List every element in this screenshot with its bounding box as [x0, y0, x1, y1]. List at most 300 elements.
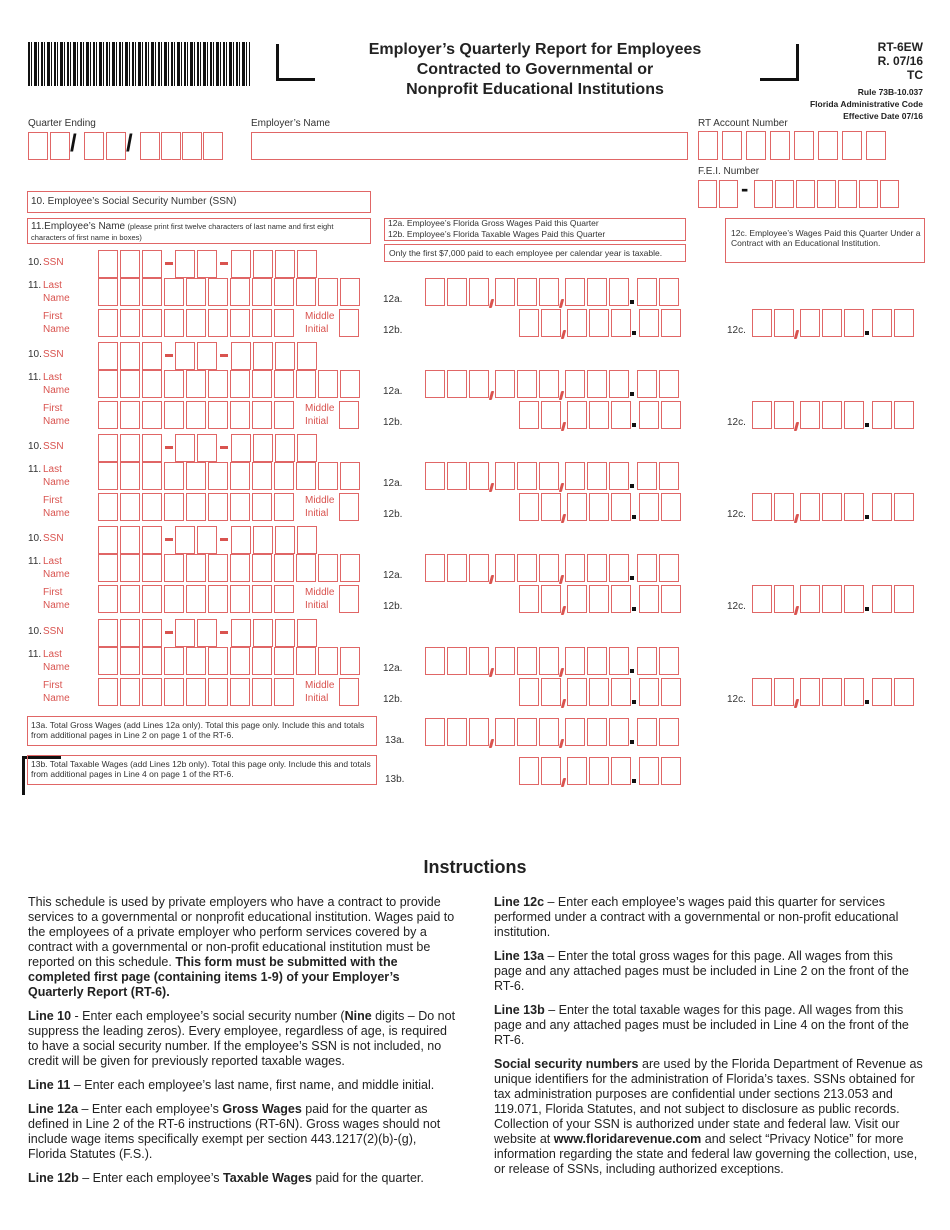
last-name-box[interactable]	[208, 647, 228, 675]
total-gross-box[interactable]	[469, 718, 489, 746]
first-name-box[interactable]	[252, 678, 272, 706]
contract-wage-box[interactable]	[872, 309, 892, 337]
quarter-year-box[interactable]	[140, 132, 160, 160]
ssn-box[interactable]	[175, 250, 195, 278]
last-name-box[interactable]	[164, 370, 184, 398]
middle-initial-box[interactable]	[339, 585, 359, 613]
gross-wage-box[interactable]	[539, 370, 559, 398]
gross-wage-box[interactable]	[587, 647, 607, 675]
quarter-year-box[interactable]	[203, 132, 223, 160]
first-name-box[interactable]	[98, 678, 118, 706]
ssn-box[interactable]	[120, 342, 140, 370]
contract-wage-box[interactable]	[872, 493, 892, 521]
last-name-box[interactable]	[252, 647, 272, 675]
first-name-box[interactable]	[120, 678, 140, 706]
gross-wage-box[interactable]	[565, 462, 585, 490]
rt-account-box[interactable]	[698, 131, 718, 160]
total-gross-box[interactable]	[637, 718, 657, 746]
gross-wage-box[interactable]	[659, 462, 679, 490]
first-name-box[interactable]	[142, 401, 162, 429]
first-name-box[interactable]	[120, 309, 140, 337]
taxable-wage-box[interactable]	[519, 585, 539, 613]
taxable-wage-box[interactable]	[639, 401, 659, 429]
first-name-box[interactable]	[164, 401, 184, 429]
gross-wage-box[interactable]	[447, 554, 467, 582]
contract-wage-box[interactable]	[894, 493, 914, 521]
first-name-box[interactable]	[252, 585, 272, 613]
first-name-box[interactable]	[230, 309, 250, 337]
ssn-box[interactable]	[197, 342, 217, 370]
last-name-box[interactable]	[318, 462, 338, 490]
gross-wage-box[interactable]	[495, 278, 515, 306]
first-name-box[interactable]	[208, 585, 228, 613]
taxable-wage-box[interactable]	[589, 493, 609, 521]
last-name-box[interactable]	[98, 462, 118, 490]
first-name-box[interactable]	[230, 585, 250, 613]
first-name-box[interactable]	[230, 401, 250, 429]
last-name-box[interactable]	[142, 278, 162, 306]
total-gross-box[interactable]	[539, 718, 559, 746]
gross-wage-box[interactable]	[469, 554, 489, 582]
gross-wage-box[interactable]	[587, 370, 607, 398]
contract-wage-box[interactable]	[894, 585, 914, 613]
fei-box[interactable]	[880, 180, 899, 208]
first-name-box[interactable]	[142, 309, 162, 337]
ssn-box[interactable]	[175, 434, 195, 462]
first-name-box[interactable]	[208, 401, 228, 429]
ssn-box[interactable]	[175, 619, 195, 647]
ssn-box[interactable]	[297, 619, 317, 647]
middle-initial-box[interactable]	[339, 493, 359, 521]
contract-wage-box[interactable]	[800, 401, 820, 429]
gross-wage-box[interactable]	[609, 278, 629, 306]
ssn-box[interactable]	[231, 342, 251, 370]
gross-wage-box[interactable]	[539, 554, 559, 582]
ssn-box[interactable]	[253, 619, 273, 647]
first-name-box[interactable]	[252, 401, 272, 429]
middle-initial-box[interactable]	[339, 401, 359, 429]
rt-account-box[interactable]	[866, 131, 886, 160]
gross-wage-box[interactable]	[637, 462, 657, 490]
gross-wage-box[interactable]	[539, 462, 559, 490]
ssn-box[interactable]	[231, 619, 251, 647]
ssn-box[interactable]	[175, 342, 195, 370]
total-taxable-box[interactable]	[519, 757, 539, 785]
taxable-wage-box[interactable]	[639, 678, 659, 706]
last-name-box[interactable]	[340, 647, 360, 675]
quarter-day-box[interactable]	[106, 132, 126, 160]
last-name-box[interactable]	[98, 647, 118, 675]
last-name-box[interactable]	[230, 554, 250, 582]
ssn-box[interactable]	[297, 342, 317, 370]
ssn-box[interactable]	[142, 619, 162, 647]
contract-wage-box[interactable]	[822, 678, 842, 706]
last-name-box[interactable]	[230, 370, 250, 398]
ssn-box[interactable]	[98, 434, 118, 462]
gross-wage-box[interactable]	[587, 278, 607, 306]
first-name-box[interactable]	[186, 309, 206, 337]
fei-box[interactable]	[775, 180, 794, 208]
ssn-box[interactable]	[120, 250, 140, 278]
ssn-box[interactable]	[275, 434, 295, 462]
rt-account-box[interactable]	[770, 131, 790, 160]
last-name-box[interactable]	[252, 462, 272, 490]
contract-wage-box[interactable]	[752, 678, 772, 706]
taxable-wage-box[interactable]	[611, 585, 631, 613]
last-name-box[interactable]	[98, 278, 118, 306]
last-name-box[interactable]	[274, 554, 294, 582]
taxable-wage-box[interactable]	[661, 678, 681, 706]
first-name-box[interactable]	[98, 401, 118, 429]
contract-wage-box[interactable]	[800, 493, 820, 521]
taxable-wage-box[interactable]	[611, 309, 631, 337]
taxable-wage-box[interactable]	[519, 309, 539, 337]
middle-initial-box[interactable]	[339, 309, 359, 337]
quarter-year-box[interactable]	[161, 132, 181, 160]
ssn-box[interactable]	[253, 526, 273, 554]
contract-wage-box[interactable]	[774, 401, 794, 429]
ssn-box[interactable]	[120, 526, 140, 554]
rt-account-box[interactable]	[722, 131, 742, 160]
contract-wage-box[interactable]	[844, 401, 864, 429]
contract-wage-box[interactable]	[800, 678, 820, 706]
quarter-month-box[interactable]	[28, 132, 48, 160]
first-name-box[interactable]	[208, 678, 228, 706]
total-gross-box[interactable]	[609, 718, 629, 746]
taxable-wage-box[interactable]	[541, 585, 561, 613]
rt-account-box[interactable]	[818, 131, 838, 160]
last-name-box[interactable]	[252, 554, 272, 582]
contract-wage-box[interactable]	[872, 401, 892, 429]
gross-wage-box[interactable]	[659, 554, 679, 582]
first-name-box[interactable]	[120, 401, 140, 429]
first-name-box[interactable]	[142, 493, 162, 521]
quarter-month-box[interactable]	[50, 132, 70, 160]
gross-wage-box[interactable]	[495, 647, 515, 675]
first-name-box[interactable]	[164, 493, 184, 521]
taxable-wage-box[interactable]	[589, 678, 609, 706]
gross-wage-box[interactable]	[637, 554, 657, 582]
gross-wage-box[interactable]	[447, 370, 467, 398]
total-taxable-box[interactable]	[541, 757, 561, 785]
ssn-box[interactable]	[231, 434, 251, 462]
last-name-box[interactable]	[164, 278, 184, 306]
last-name-box[interactable]	[252, 370, 272, 398]
first-name-box[interactable]	[186, 678, 206, 706]
total-gross-box[interactable]	[447, 718, 467, 746]
gross-wage-box[interactable]	[659, 278, 679, 306]
gross-wage-box[interactable]	[637, 278, 657, 306]
taxable-wage-box[interactable]	[661, 585, 681, 613]
last-name-box[interactable]	[296, 370, 316, 398]
fei-box[interactable]	[796, 180, 815, 208]
last-name-box[interactable]	[274, 278, 294, 306]
gross-wage-box[interactable]	[587, 462, 607, 490]
ssn-box[interactable]	[297, 250, 317, 278]
total-gross-box[interactable]	[517, 718, 537, 746]
taxable-wage-box[interactable]	[541, 678, 561, 706]
total-gross-box[interactable]	[565, 718, 585, 746]
gross-wage-box[interactable]	[469, 647, 489, 675]
last-name-box[interactable]	[164, 647, 184, 675]
taxable-wage-box[interactable]	[639, 585, 659, 613]
first-name-box[interactable]	[208, 309, 228, 337]
contract-wage-box[interactable]	[822, 493, 842, 521]
ssn-box[interactable]	[253, 342, 273, 370]
last-name-box[interactable]	[208, 554, 228, 582]
last-name-box[interactable]	[252, 278, 272, 306]
gross-wage-box[interactable]	[565, 647, 585, 675]
last-name-box[interactable]	[164, 554, 184, 582]
contract-wage-box[interactable]	[774, 678, 794, 706]
total-taxable-box[interactable]	[611, 757, 631, 785]
gross-wage-box[interactable]	[565, 278, 585, 306]
taxable-wage-box[interactable]	[567, 585, 587, 613]
first-name-box[interactable]	[274, 309, 294, 337]
last-name-box[interactable]	[296, 554, 316, 582]
taxable-wage-box[interactable]	[589, 585, 609, 613]
last-name-box[interactable]	[142, 370, 162, 398]
last-name-box[interactable]	[318, 647, 338, 675]
gross-wage-box[interactable]	[539, 278, 559, 306]
last-name-box[interactable]	[230, 278, 250, 306]
contract-wage-box[interactable]	[822, 309, 842, 337]
gross-wage-box[interactable]	[637, 370, 657, 398]
last-name-box[interactable]	[186, 554, 206, 582]
first-name-box[interactable]	[164, 678, 184, 706]
gross-wage-box[interactable]	[425, 554, 445, 582]
last-name-box[interactable]	[120, 647, 140, 675]
first-name-box[interactable]	[274, 401, 294, 429]
gross-wage-box[interactable]	[609, 647, 629, 675]
contract-wage-box[interactable]	[872, 585, 892, 613]
fei-box[interactable]	[859, 180, 878, 208]
gross-wage-box[interactable]	[495, 370, 515, 398]
total-gross-box[interactable]	[587, 718, 607, 746]
ssn-box[interactable]	[120, 434, 140, 462]
taxable-wage-box[interactable]	[661, 493, 681, 521]
contract-wage-box[interactable]	[822, 585, 842, 613]
rt-account-box[interactable]	[794, 131, 814, 160]
ssn-box[interactable]	[275, 250, 295, 278]
quarter-year-box[interactable]	[182, 132, 202, 160]
taxable-wage-box[interactable]	[567, 493, 587, 521]
ssn-box[interactable]	[231, 250, 251, 278]
taxable-wage-box[interactable]	[519, 493, 539, 521]
first-name-box[interactable]	[186, 585, 206, 613]
last-name-box[interactable]	[340, 370, 360, 398]
last-name-box[interactable]	[120, 462, 140, 490]
ssn-box[interactable]	[297, 526, 317, 554]
ssn-box[interactable]	[120, 619, 140, 647]
gross-wage-box[interactable]	[425, 278, 445, 306]
ssn-box[interactable]	[231, 526, 251, 554]
taxable-wage-box[interactable]	[639, 309, 659, 337]
last-name-box[interactable]	[296, 462, 316, 490]
last-name-box[interactable]	[274, 370, 294, 398]
contract-wage-box[interactable]	[894, 401, 914, 429]
first-name-box[interactable]	[186, 401, 206, 429]
contract-wage-box[interactable]	[822, 401, 842, 429]
last-name-box[interactable]	[318, 554, 338, 582]
taxable-wage-box[interactable]	[541, 493, 561, 521]
first-name-box[interactable]	[252, 493, 272, 521]
gross-wage-box[interactable]	[517, 278, 537, 306]
total-gross-box[interactable]	[659, 718, 679, 746]
last-name-box[interactable]	[98, 554, 118, 582]
last-name-box[interactable]	[340, 278, 360, 306]
first-name-box[interactable]	[120, 585, 140, 613]
ssn-box[interactable]	[98, 526, 118, 554]
last-name-box[interactable]	[296, 647, 316, 675]
contract-wage-box[interactable]	[774, 309, 794, 337]
contract-wage-box[interactable]	[800, 585, 820, 613]
last-name-box[interactable]	[274, 647, 294, 675]
gross-wage-box[interactable]	[425, 462, 445, 490]
ssn-box[interactable]	[142, 342, 162, 370]
gross-wage-box[interactable]	[447, 278, 467, 306]
ssn-box[interactable]	[197, 434, 217, 462]
gross-wage-box[interactable]	[517, 647, 537, 675]
first-name-box[interactable]	[98, 493, 118, 521]
last-name-box[interactable]	[120, 554, 140, 582]
last-name-box[interactable]	[230, 647, 250, 675]
ssn-box[interactable]	[253, 250, 273, 278]
last-name-box[interactable]	[142, 462, 162, 490]
taxable-wage-box[interactable]	[567, 401, 587, 429]
gross-wage-box[interactable]	[565, 554, 585, 582]
fei-box[interactable]	[817, 180, 836, 208]
gross-wage-box[interactable]	[587, 554, 607, 582]
gross-wage-box[interactable]	[469, 370, 489, 398]
last-name-box[interactable]	[98, 370, 118, 398]
taxable-wage-box[interactable]	[611, 401, 631, 429]
taxable-wage-box[interactable]	[589, 401, 609, 429]
total-taxable-box[interactable]	[661, 757, 681, 785]
gross-wage-box[interactable]	[447, 647, 467, 675]
last-name-box[interactable]	[208, 278, 228, 306]
fei-box[interactable]	[754, 180, 773, 208]
last-name-box[interactable]	[142, 554, 162, 582]
last-name-box[interactable]	[274, 462, 294, 490]
first-name-box[interactable]	[164, 309, 184, 337]
last-name-box[interactable]	[120, 370, 140, 398]
gross-wage-box[interactable]	[495, 462, 515, 490]
last-name-box[interactable]	[186, 647, 206, 675]
gross-wage-box[interactable]	[469, 462, 489, 490]
ssn-box[interactable]	[197, 250, 217, 278]
contract-wage-box[interactable]	[752, 309, 772, 337]
ssn-box[interactable]	[98, 619, 118, 647]
gross-wage-box[interactable]	[609, 462, 629, 490]
contract-wage-box[interactable]	[752, 585, 772, 613]
gross-wage-box[interactable]	[517, 370, 537, 398]
ssn-box[interactable]	[197, 526, 217, 554]
taxable-wage-box[interactable]	[541, 401, 561, 429]
ssn-box[interactable]	[275, 619, 295, 647]
contract-wage-box[interactable]	[894, 309, 914, 337]
contract-wage-box[interactable]	[844, 493, 864, 521]
first-name-box[interactable]	[98, 585, 118, 613]
first-name-box[interactable]	[274, 493, 294, 521]
taxable-wage-box[interactable]	[567, 309, 587, 337]
first-name-box[interactable]	[142, 678, 162, 706]
last-name-box[interactable]	[208, 462, 228, 490]
ssn-box[interactable]	[98, 250, 118, 278]
first-name-box[interactable]	[274, 678, 294, 706]
taxable-wage-box[interactable]	[611, 678, 631, 706]
contract-wage-box[interactable]	[844, 585, 864, 613]
fei-box[interactable]	[838, 180, 857, 208]
contract-wage-box[interactable]	[844, 309, 864, 337]
rt-account-box[interactable]	[842, 131, 862, 160]
first-name-box[interactable]	[120, 493, 140, 521]
contract-wage-box[interactable]	[752, 401, 772, 429]
total-taxable-box[interactable]	[589, 757, 609, 785]
total-taxable-box[interactable]	[567, 757, 587, 785]
last-name-box[interactable]	[296, 278, 316, 306]
taxable-wage-box[interactable]	[661, 309, 681, 337]
contract-wage-box[interactable]	[752, 493, 772, 521]
contract-wage-box[interactable]	[844, 678, 864, 706]
contract-wage-box[interactable]	[800, 309, 820, 337]
last-name-box[interactable]	[186, 370, 206, 398]
total-gross-box[interactable]	[425, 718, 445, 746]
ssn-box[interactable]	[275, 342, 295, 370]
gross-wage-box[interactable]	[469, 278, 489, 306]
gross-wage-box[interactable]	[659, 370, 679, 398]
gross-wage-box[interactable]	[539, 647, 559, 675]
first-name-box[interactable]	[98, 309, 118, 337]
rt-account-box[interactable]	[746, 131, 766, 160]
employer-name-field[interactable]	[251, 132, 688, 160]
gross-wage-box[interactable]	[637, 647, 657, 675]
contract-wage-box[interactable]	[872, 678, 892, 706]
last-name-box[interactable]	[208, 370, 228, 398]
last-name-box[interactable]	[186, 278, 206, 306]
gross-wage-box[interactable]	[447, 462, 467, 490]
total-gross-box[interactable]	[495, 718, 515, 746]
gross-wage-box[interactable]	[425, 647, 445, 675]
gross-wage-box[interactable]	[565, 370, 585, 398]
taxable-wage-box[interactable]	[611, 493, 631, 521]
ssn-box[interactable]	[98, 342, 118, 370]
gross-wage-box[interactable]	[517, 462, 537, 490]
contract-wage-box[interactable]	[774, 493, 794, 521]
last-name-box[interactable]	[340, 462, 360, 490]
ssn-box[interactable]	[253, 434, 273, 462]
taxable-wage-box[interactable]	[639, 493, 659, 521]
last-name-box[interactable]	[230, 462, 250, 490]
last-name-box[interactable]	[318, 278, 338, 306]
taxable-wage-box[interactable]	[519, 678, 539, 706]
gross-wage-box[interactable]	[609, 370, 629, 398]
ssn-box[interactable]	[175, 526, 195, 554]
first-name-box[interactable]	[252, 309, 272, 337]
gross-wage-box[interactable]	[659, 647, 679, 675]
fei-prefix-box[interactable]	[698, 180, 717, 208]
taxable-wage-box[interactable]	[541, 309, 561, 337]
contract-wage-box[interactable]	[894, 678, 914, 706]
gross-wage-box[interactable]	[609, 554, 629, 582]
first-name-box[interactable]	[142, 585, 162, 613]
taxable-wage-box[interactable]	[661, 401, 681, 429]
last-name-box[interactable]	[120, 278, 140, 306]
ssn-box[interactable]	[142, 526, 162, 554]
ssn-box[interactable]	[142, 434, 162, 462]
last-name-box[interactable]	[340, 554, 360, 582]
total-taxable-box[interactable]	[639, 757, 659, 785]
